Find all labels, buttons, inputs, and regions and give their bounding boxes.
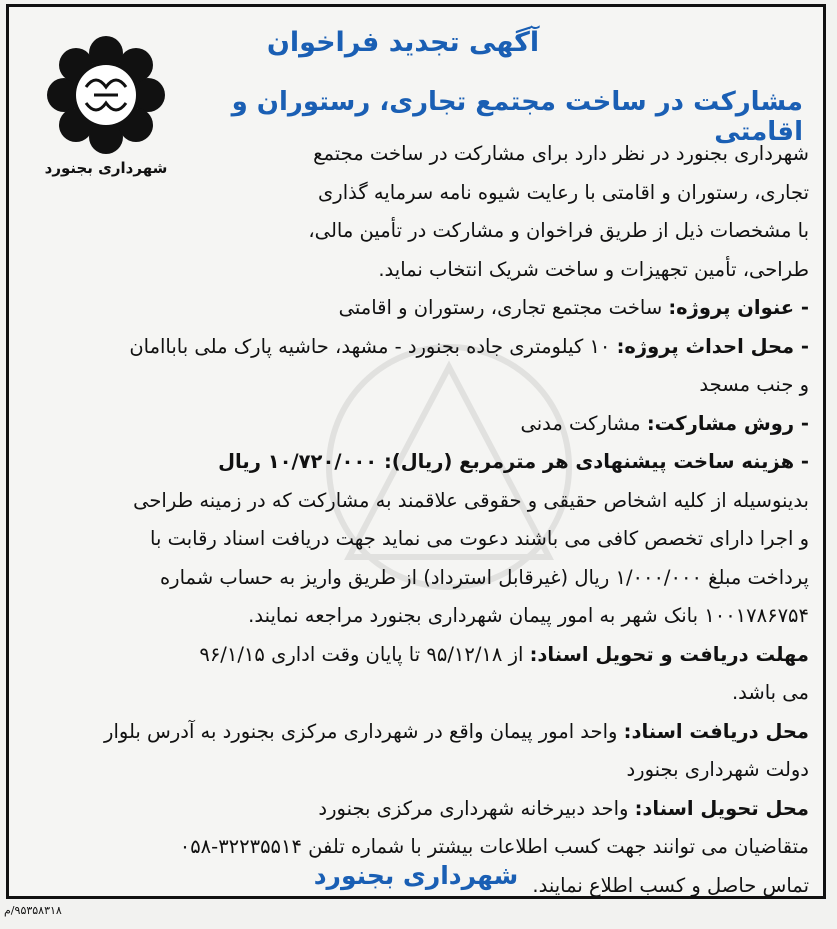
- notice-body: [19, 135, 809, 905]
- logo-text: شهرداری بجنورد: [44, 159, 168, 177]
- deadline-cont: می باشد.: [731, 681, 809, 704]
- receive-place-label: محل دریافت اسناد:: [623, 719, 809, 743]
- delivery-place-value: واحد دبیرخانه شهرداری مرکزی بجنورد: [318, 796, 635, 820]
- deadline-row: [19, 636, 809, 675]
- project-location-value: ۱۰ کیلومتری جاده بجنورد - مشهد، حاشیه پارک ملی باباامان: [129, 334, 617, 358]
- project-title-row: [19, 289, 809, 328]
- cost-label: - هزینه ساخت پیشنهادی هر مترمربع (ریال):: [383, 450, 809, 473]
- method-row: [19, 405, 809, 444]
- notice-subtitle: مشارکت در ساخت مجتمع تجاری، رستوران و اقامتی: [231, 87, 803, 147]
- project-location-label: - محل احداث پروژه:: [616, 334, 809, 358]
- method-label: - روش مشارکت:: [646, 411, 809, 435]
- intro-line: تجاری، رستوران و اقامتی با رعایت شیوه نامه سرمایه گذاری: [318, 180, 809, 204]
- receive-place-value: واحد امور پیمان واقع در شهرداری مرکزی بجنورد به آدرس بلوار: [104, 719, 624, 743]
- footer-signature: شهرداری بجنورد: [313, 861, 519, 890]
- method-value: مشارکت مدنی: [520, 411, 647, 435]
- invitation-line: پرداخت مبلغ ۱/۰۰۰/۰۰۰ ریال (غیرقابل استرداد) از طریق واریز به حساب شماره: [159, 565, 809, 589]
- project-location-cont: و جنب مسجد: [699, 373, 809, 396]
- notice-frame: [6, 4, 826, 899]
- invitation-line: بدینوسیله از کلیه اشخاص حقیقی و حقوقی علاقمند به مشارکت که در زمینه طراحی: [133, 488, 809, 512]
- cost-value: ۱۰/۷۲۰/۰۰۰ ریال: [218, 450, 384, 473]
- contact-line: متقاضیان می توانند جهت کسب اطلاعات بیشتر با شماره تلفن ۳۲۲۳۵۵۱۴-۰۵۸: [179, 835, 809, 858]
- project-location-row: [19, 328, 809, 367]
- delivery-place-row: [19, 790, 809, 829]
- project-title-value: ساخت مجتمع تجاری، رستوران و اقامتی: [338, 296, 669, 319]
- notice-title: آگهی تجدید فراخوان: [266, 27, 540, 58]
- intro-line: با مشخصات ذیل از طریق فراخوان و مشارکت در تأمین مالی،: [308, 219, 809, 242]
- receive-place-row: [19, 713, 809, 752]
- cost-row: [19, 443, 809, 482]
- invitation-line: ۱۰۰۱۷۸۶۷۵۴ بانک شهر به امور پیمان شهرداری بجنورد مراجعه نمایند.: [248, 604, 809, 627]
- intro-line: طراحی، تأمین تجهیزات و ساخت شریک انتخاب نماید.: [378, 257, 809, 281]
- contact-line: تماس حاصل و کسب اطلاع نمایند.: [532, 873, 809, 897]
- project-title-label: - عنوان پروژه:: [668, 296, 809, 319]
- delivery-place-label: محل تحویل اسناد:: [634, 796, 809, 820]
- deadline-value: از ۹۵/۱۲/۱۸ تا پایان وقت اداری ۹۶/۱/۱۵: [199, 642, 530, 666]
- invitation-line: و اجرا دارای تخصص کافی می باشند دعوت می نماید جهت دریافت اسناد رقابت با: [150, 527, 809, 550]
- intro-line: شهرداری بجنورد در نظر دارد برای مشارکت در ساخت مجتمع: [313, 142, 809, 165]
- receive-place-cont: دولت شهرداری بجنورد: [626, 758, 809, 781]
- ad-code: ۹۵۳۵۸۳۱۸/م: [4, 904, 62, 917]
- deadline-label: مهلت دریافت و تحویل اسناد:: [529, 642, 809, 666]
